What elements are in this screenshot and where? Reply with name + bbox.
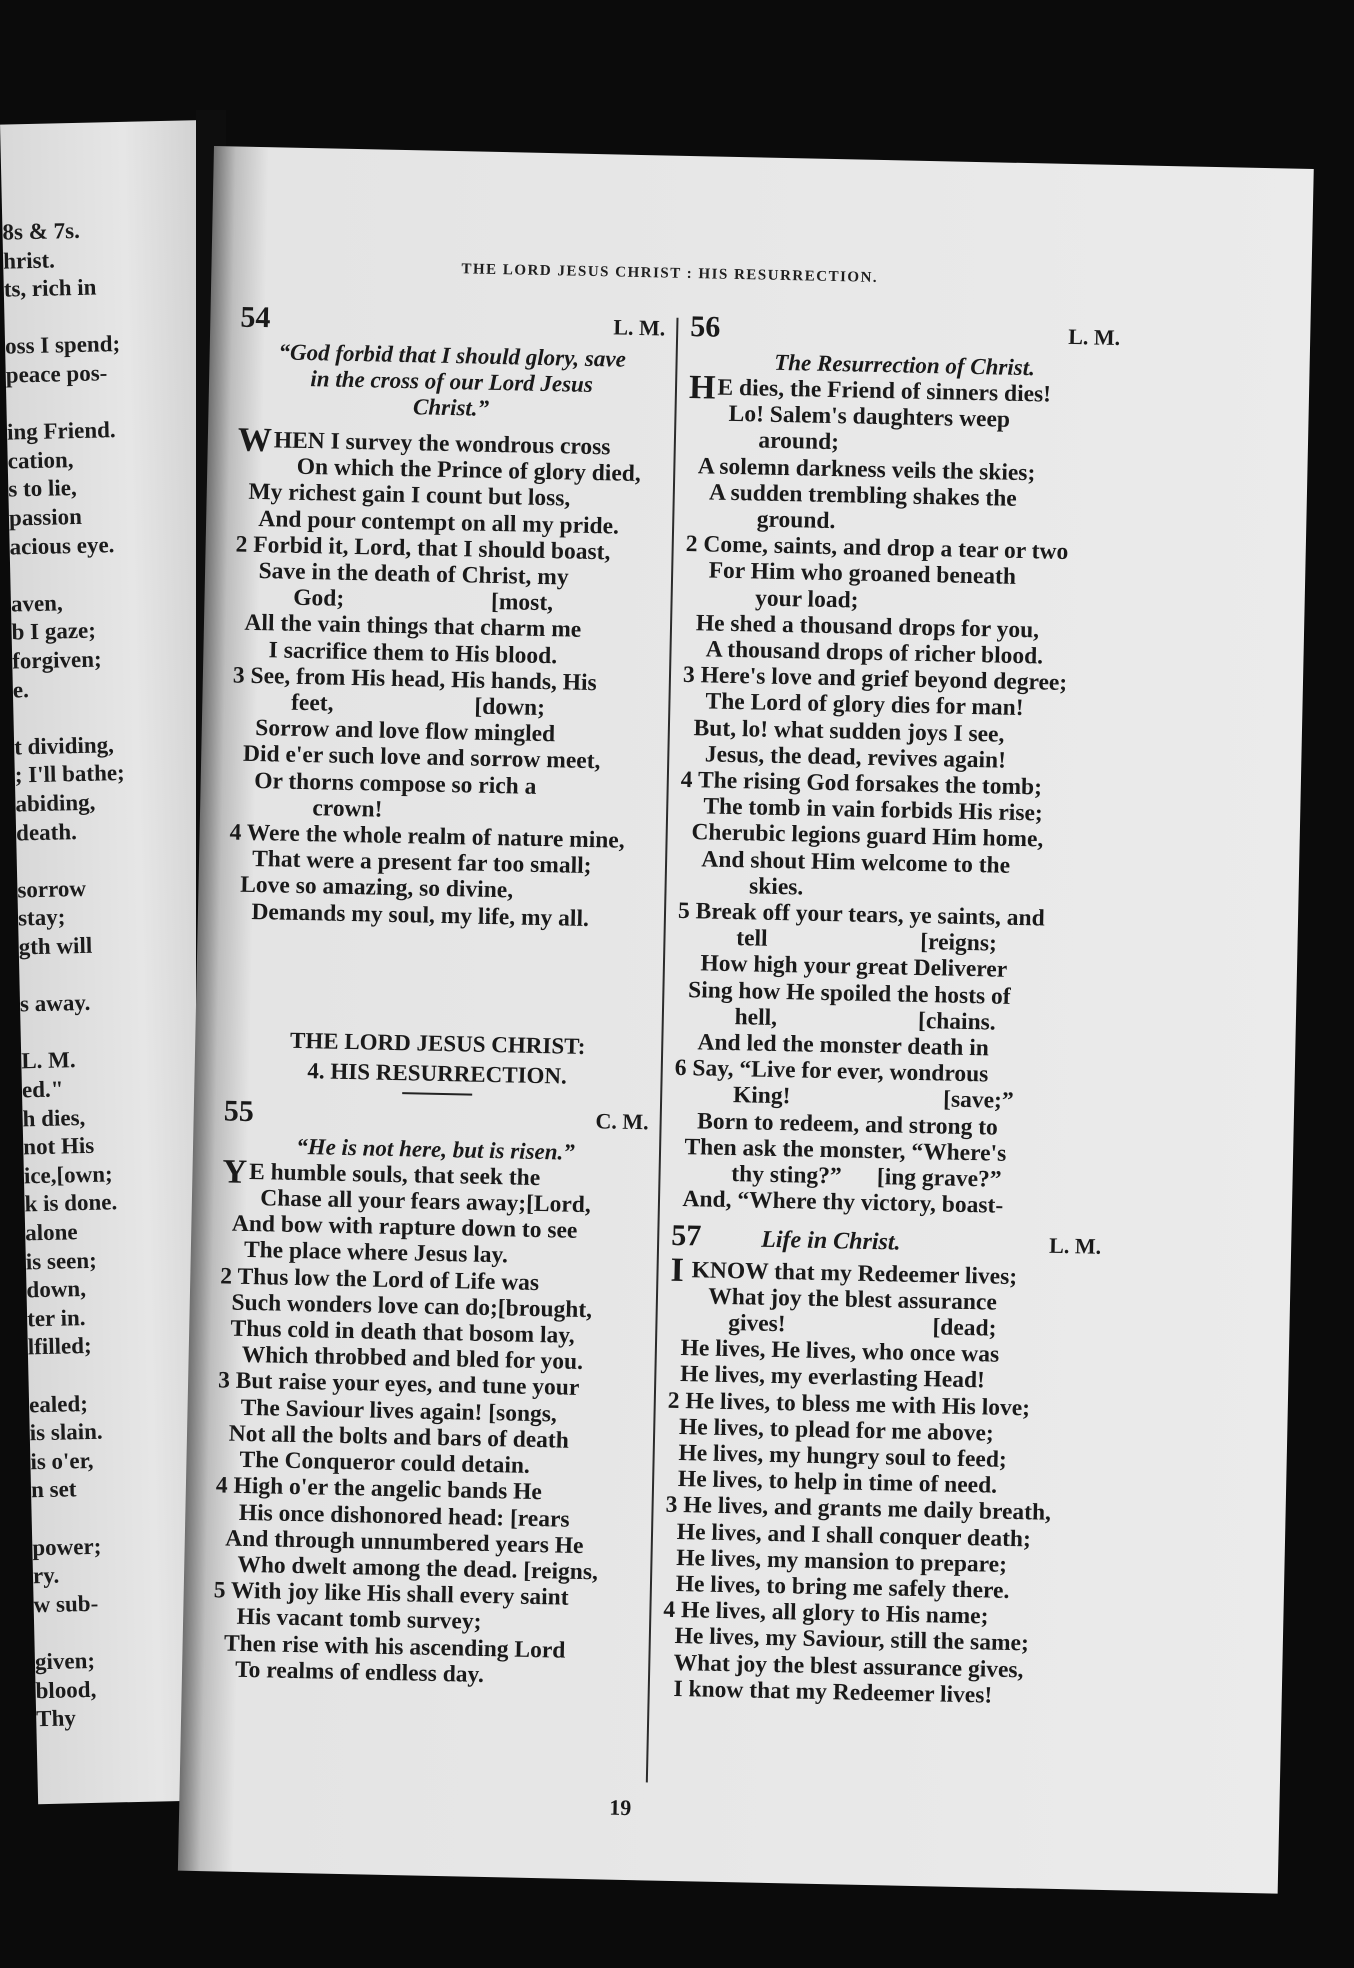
verse-line: H E dies, the Friend of sinners dies! (688, 369, 1052, 408)
left-page-line: ing Friend. (6, 417, 116, 445)
left-page-line: oss I spend; (4, 331, 121, 359)
drop-cap: Y (222, 1153, 248, 1191)
hymn-meter: L. M. (1067, 323, 1121, 351)
left-page-line: death. (15, 818, 78, 846)
hymn-56 (671, 310, 1121, 1221)
left-page-line: given; (34, 1647, 96, 1675)
left-page-line: down, (26, 1276, 87, 1303)
left-page-line: acious eye. (9, 531, 115, 560)
verse-line: Sing how He spoiled the hosts of (676, 976, 1011, 1010)
verse-line: around; (687, 426, 840, 456)
left-page-line: L. M. (21, 1047, 76, 1074)
verse-line: Then ask the monster, “Where's (672, 1133, 1007, 1167)
verse-line: Or thorns compose so rich a (230, 767, 537, 800)
page-number: 19 (609, 1794, 632, 1821)
verse-line: He lives, my hungry soul to feed; (666, 1439, 1008, 1473)
left-page-line: ; I'll bathe; (14, 760, 125, 788)
left-page-line: cation, (7, 446, 74, 474)
verse-line: I sacrifice them to His blood. (233, 636, 558, 669)
verse-line: 2 He lives, to bless me with His love; (667, 1387, 1031, 1421)
verse-line: And bow with rapture down to see (221, 1210, 578, 1245)
verse-line: What joy the blest assurance (684, 1282, 998, 1316)
hymn-57 (661, 1218, 1102, 1710)
verse-line: And led the monster death in (675, 1028, 990, 1062)
section-title: THE LORD JESUS CHRIST: (289, 1027, 586, 1059)
verse-line: For Him who groaned beneath (684, 557, 1017, 591)
hymn-54 (227, 300, 666, 934)
verse-line: He lives, my Saviour, still the same; (662, 1623, 1030, 1657)
verse-line: Y E humble souls, that seek the (222, 1153, 541, 1191)
section-rule (402, 1092, 472, 1095)
hymn-meter: L. M. (613, 314, 666, 341)
verse-line: gives! [dead; (669, 1308, 997, 1342)
left-page-line: hrist. (2, 247, 56, 274)
hymn-meter: L. M. (1048, 1232, 1102, 1259)
verse-line: What joy the blest assurance gives, (662, 1649, 1024, 1683)
verse-line: The tomb in vain forbids His rise; (680, 793, 1044, 827)
verse-line: 3 Here's love and grief beyond degree; (682, 662, 1068, 697)
verse-line: He shed a thousand drops for you, (683, 609, 1040, 644)
drop-cap: W (237, 421, 273, 460)
verse-line: 3 But raise your eyes, and tune your (217, 1367, 580, 1402)
section-subtitle: 4. HIS RESURRECTION. (307, 1058, 568, 1089)
verse-line: Lo! Salem's daughters weep (716, 400, 1011, 433)
verse-line: The Conqueror could detain. (216, 1446, 531, 1479)
verse-line: His vacant tomb survey; (212, 1603, 482, 1636)
left-page-line: passion (8, 503, 83, 531)
verse-line: How high your great Deliverer (676, 950, 1008, 984)
verse-line: 2 Come, saints, and drop a tear or two (685, 531, 1069, 566)
verse-line: 5 With joy like His shall every saint (213, 1577, 569, 1611)
verse-line: He lives, He lives, who once was (668, 1334, 1000, 1368)
verse-line: Jesus, the dead, revives again! (681, 740, 1007, 774)
left-page-line: h dies, (22, 1104, 86, 1131)
left-page-line: Thy (35, 1705, 77, 1732)
verse-line: 4 High o'er the angelic bands He (215, 1472, 543, 1506)
hymn-epigraph (238, 339, 665, 426)
verse-line: Cherubic legions guard Him home, (679, 819, 1044, 853)
hymn-text (661, 1251, 1101, 1710)
verse-line: And pour contempt on all my pride. (235, 505, 620, 540)
verse-line: skies. (678, 871, 804, 901)
hymn-number: 54 (240, 300, 271, 335)
verse-line: 3 See, from His head, His hands, His (232, 662, 597, 696)
verse-line: 3 He lives, and grants me daily breath, (665, 1492, 1052, 1527)
verse-line: Love so amazing, so divine, (228, 871, 514, 904)
verse-line: Which throbbed and bled for you. (218, 1341, 584, 1376)
verse-line: His once dishonored head: [rears (215, 1498, 570, 1533)
section-heading (224, 1024, 650, 1099)
left-page-line: is o'er, (30, 1447, 94, 1475)
hymn-number: 57 (670, 1218, 702, 1252)
verse-line: God; [most, (234, 583, 554, 617)
verse-line: 5 Break off your tears, ye saints, and (677, 897, 1045, 932)
left-page-line: is slain. (29, 1418, 103, 1446)
verse-line: He lives, my everlasting Head! (668, 1361, 986, 1394)
left-page-line: n set (30, 1476, 77, 1503)
epigraph-line: in the cross of our Lord Jesus (310, 366, 594, 397)
left-page-line: b I gaze; (11, 618, 97, 645)
verse-line: A solemn darkness veils the skies; (687, 452, 1036, 486)
left-page-line: e. (12, 676, 30, 703)
verse-line: A sudden trembling shakes the (686, 478, 1018, 512)
left-page-line: blood, (35, 1676, 97, 1703)
verse-line: That were a present far too small; (228, 845, 592, 880)
left-page-line: alone (24, 1219, 78, 1246)
verse-line: I know that my Redeemer lives! (661, 1675, 993, 1709)
verse-line: The place where Jesus lay. (220, 1236, 509, 1269)
verse-line: The Saviour lives again! [songs, (217, 1394, 558, 1428)
verse-line: He lives, to help in time of need. (665, 1465, 998, 1499)
hymnal-page (178, 146, 1314, 1894)
left-page-line: ice,[own; (23, 1161, 113, 1189)
verse-line: And through unnumbered years He (214, 1525, 584, 1559)
verse-line: My richest gain I count but loss, (236, 478, 571, 512)
hymn-text (211, 1153, 648, 1691)
left-page-line: power; (32, 1533, 102, 1560)
verse-line: 4 The rising God forsakes the tomb; (680, 766, 1043, 801)
left-page-line: ter in. (26, 1304, 86, 1332)
verse-line: He lives, my mansion to prepare; (664, 1544, 1008, 1578)
verse-line: And shout Him welcome to the (678, 845, 1011, 879)
verse-line: And, “Where thy victory, boast- (671, 1186, 1004, 1220)
verse-line: ground. (686, 504, 836, 535)
verse-line: Born to redeem, and strong to (673, 1107, 999, 1141)
left-page-line: forgiven; (11, 646, 102, 674)
left-page-line: s away. (19, 990, 91, 1017)
verse-line: tell [reigns; (677, 924, 998, 957)
verse-line: I KNOW that my Redeemer lives; (670, 1251, 1018, 1290)
verse-line: Sorrow and love flow mingled (231, 714, 556, 748)
verse-line: your load; (684, 583, 859, 614)
drop-cap: H (688, 369, 716, 407)
left-page-line: is seen; (25, 1247, 98, 1274)
verse-line: 2 Thus low the Lord of Life was (220, 1263, 540, 1296)
verse-line: He lives, to bring me safely there. (663, 1570, 1010, 1604)
verse-line: hell, [chains. (675, 1002, 996, 1036)
verse-line: 4 Were the whole realm of nature mine, (229, 819, 625, 854)
hymn-number: 56 (689, 310, 721, 344)
verse-line: He lives, to plead for me above; (667, 1413, 995, 1447)
hymn-text (671, 369, 1119, 1221)
verse-line: 2 Forbid it, Lord, that I should boast, (235, 531, 611, 566)
hymn-text (227, 421, 663, 934)
verse-line: A thousand drops of richer blood. (683, 635, 1044, 670)
hymn-number: 55 (223, 1094, 255, 1128)
hymn-55 (211, 1094, 649, 1691)
left-page-line: w sub- (33, 1590, 99, 1618)
left-column (211, 300, 666, 1692)
left-page-line: stay; (17, 904, 66, 931)
verse-line: King! [save;” (673, 1081, 1014, 1115)
hymn-title: Life in Christ. (760, 1226, 901, 1256)
verse-line: Who dwelt among the dead. [reigns, (214, 1551, 599, 1586)
verse-line: The Lord of glory dies for man! (682, 688, 1024, 722)
verse-line: Thus cold in death that bosom lay, (218, 1315, 575, 1349)
verse-line: Not all the bolts and bars of death (216, 1420, 570, 1454)
left-page-line: aven, (10, 590, 63, 617)
left-page-line: s to lie, (8, 475, 77, 502)
verse-line: thy sting?” [ing grave?” (672, 1159, 1002, 1193)
verse-line: feet, [down; (232, 688, 546, 722)
verse-line: Demands my soul, my life, my all. (227, 898, 590, 932)
verse-line: 4 He lives, all glory to His name; (663, 1596, 989, 1630)
left-page-line: ts, rich in (3, 274, 97, 302)
verse-line: 6 Say, “Live for ever, wondrous (674, 1055, 989, 1088)
epigraph-line: Christ.” (412, 394, 490, 421)
right-column (661, 310, 1121, 1711)
verse-line: Such wonders love can do;[brought, (219, 1289, 593, 1324)
epigraph-line: “God forbid that I should glory, save (278, 339, 627, 372)
hymn-meter: C. M. (595, 1108, 649, 1135)
verse-line: Did e'er such love and sorrow meet, (230, 740, 601, 775)
running-head: THE LORD JESUS CHRIST : HIS RESURRECTION. (461, 261, 879, 286)
verse-line: crown! (229, 793, 383, 823)
left-page-line: peace pos- (5, 360, 108, 388)
verse-line: Then rise with his ascending Lord (212, 1629, 566, 1664)
verse-line: Save in the death of Christ, my (234, 557, 569, 591)
left-page-line: ed." (21, 1076, 64, 1103)
verse-line: But, lo! what sudden joys I see, (681, 714, 1005, 748)
left-page-line: t dividing, (13, 732, 115, 760)
left-page-line: ealed; (28, 1390, 89, 1417)
left-page-line: sorrow (17, 875, 87, 903)
left-page-line: not His (22, 1132, 95, 1160)
left-page-line: lfilled; (27, 1333, 92, 1360)
left-page-line: 8s & 7s. (2, 217, 81, 245)
hymn-epigraph: “He is not here, but is risen.” (295, 1133, 576, 1165)
verse-line: To realms of endless day. (211, 1656, 485, 1688)
left-page-line: abiding, (15, 789, 96, 817)
verse-line: Chase all your fears away;[Lord, (248, 1185, 592, 1219)
verse-line: On which the Prince of glory died, (273, 453, 641, 488)
hymn-title: The Resurrection of Christ. (773, 349, 1036, 381)
left-page-line: gth will (18, 932, 93, 960)
drop-cap: I (670, 1251, 685, 1289)
left-page-line: ry. (32, 1562, 60, 1589)
verse-line: All the vain things that charm me (233, 609, 582, 644)
verse-line: He lives, and I shall conquer death; (664, 1518, 1032, 1552)
left-page-line: k is done. (24, 1189, 118, 1217)
verse-line: W HEN I survey the wondrous cross (237, 421, 611, 461)
